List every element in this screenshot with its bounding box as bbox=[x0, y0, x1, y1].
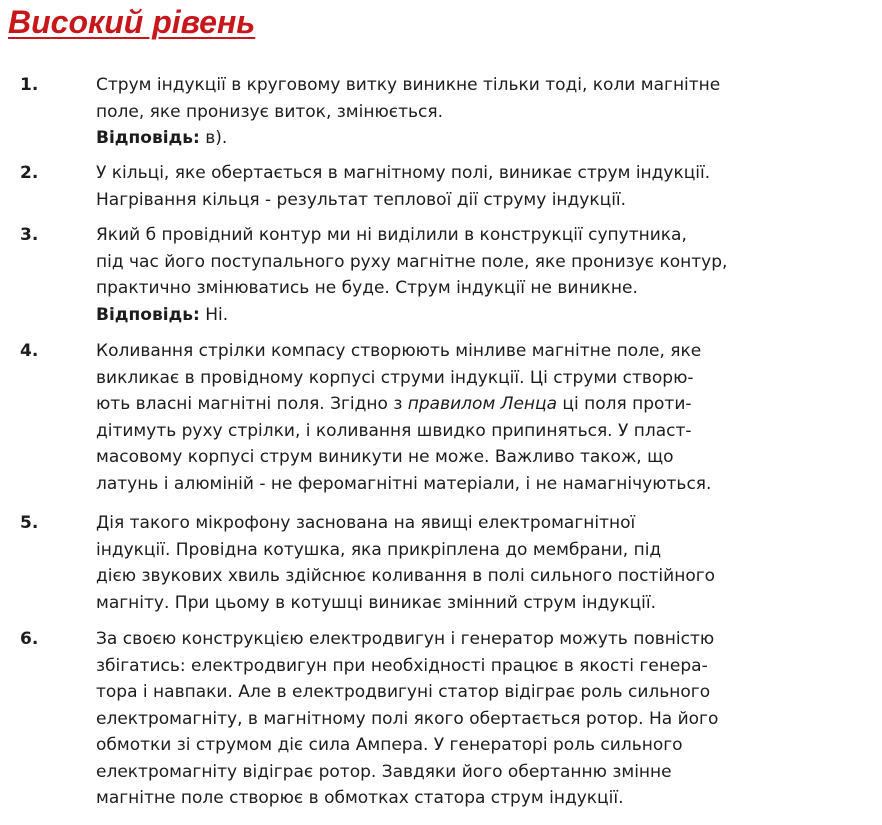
answer-label: Відповідь: bbox=[96, 128, 200, 148]
item-line-with-italic bbox=[96, 391, 711, 418]
item-number: 3. bbox=[20, 225, 39, 245]
item-text bbox=[96, 160, 710, 213]
item-line: магнітне поле створює в обмотках статора струм індукції. bbox=[96, 788, 624, 808]
item-line: дією звукових хвиль здійснює коливання в полі сильного постійного bbox=[96, 566, 716, 586]
item-line: викликає в провідному корпусі струми індукції. Ці струми створю- bbox=[96, 367, 694, 388]
item-line: електромагніту відіграє ротор. Завдяки його обертанню змінне bbox=[96, 761, 672, 782]
item-number: 1. bbox=[20, 75, 39, 95]
item-text bbox=[96, 72, 720, 152]
item-line: латунь і алюміній - не феромагнітні матеріали, і не намагнічуються. bbox=[96, 473, 712, 494]
item-line: масовому корпусі струм виникути не може. Важливо також, що bbox=[96, 447, 674, 467]
item-line: У кільці, яке обертається в магнітному полі, виникає струм індукції. bbox=[96, 163, 711, 183]
item-text bbox=[96, 510, 715, 616]
item-line: обмотки зі струмом діє сила Ампера. У генераторі роль сильного bbox=[96, 735, 683, 755]
item-number: 5. bbox=[20, 513, 39, 533]
item-line: Який б провідний контур ми ні виділили в конструкції супутника, bbox=[96, 225, 687, 245]
item-number: 4. bbox=[20, 341, 39, 361]
item-line: Нагрівання кільця - результат теплової дії струму індукції. bbox=[96, 189, 627, 210]
item-line: Коливання стрілки компасу створюють мінливе магнітне поле, яке bbox=[96, 341, 702, 361]
item-line: дітимуть руху стрілки, і коливання швидко припиняться. У пласт- bbox=[96, 420, 692, 441]
item-line: електромагніту, в магнітному полі якого обертається ротор. На його bbox=[96, 708, 719, 729]
item-line: магніту. При цьому в котушці виникає змінний струм індукції. bbox=[96, 592, 657, 613]
item-line: Струм індукції в круговому витку виникне тільки тоді, коли магнітне bbox=[96, 75, 721, 95]
answer-label: Відповідь: bbox=[96, 304, 200, 325]
lenz-rule-italic: правилом Ленца bbox=[407, 394, 558, 414]
answer-line bbox=[96, 302, 727, 329]
line-text: ють власні магнітні поля. Згідно з bbox=[96, 394, 408, 414]
item-line: збігатись: електродвигун при необхідності працює в якості генера- bbox=[96, 655, 708, 676]
item-line: Дія такого мікрофону заснована на явищі електромагнітної bbox=[96, 513, 636, 533]
item-text bbox=[96, 626, 718, 812]
item-text bbox=[96, 338, 711, 497]
answer-value: Ні. bbox=[199, 304, 229, 325]
item-line: практично змінюватись не буде. Струм індукції не виникне. bbox=[96, 278, 638, 298]
item-number: 6. bbox=[20, 629, 39, 649]
line-text: ці поля проти- bbox=[557, 394, 692, 414]
item-text bbox=[96, 222, 727, 328]
item-number: 2. bbox=[20, 163, 39, 183]
answer-value: в). bbox=[199, 128, 228, 148]
item-line: За своєю конструкцією електродвигун і генератор можуть повністю bbox=[96, 629, 715, 649]
answer-line bbox=[96, 125, 720, 152]
item-line: поле, яке пронизує виток, змінюється. bbox=[96, 101, 443, 122]
item-line: тора і навпаки. Але в електродвигуні статор відіграє роль сильного bbox=[96, 682, 711, 702]
item-line: індукції. Провідна котушка, яка прикріплена до мембрани, під bbox=[96, 539, 662, 560]
section-heading: Високий рівень bbox=[8, 4, 256, 40]
item-line: під час його поступального руху магнітне поле, яке пронизує контур, bbox=[96, 251, 728, 272]
